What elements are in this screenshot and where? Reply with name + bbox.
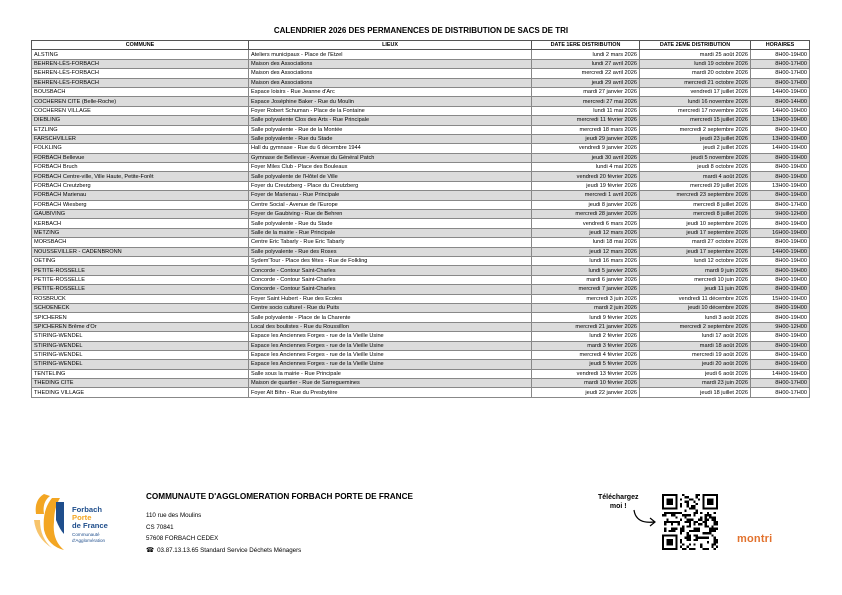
cell-date1: vendredi 13 février 2026: [532, 369, 640, 378]
table-row: [32, 210, 810, 219]
cell-commune: BEHREN-LÈS-FORBACH: [32, 69, 249, 78]
cell-commune: BOUSBACH: [32, 87, 249, 96]
cell-horaires: 14H00-19H00: [751, 144, 810, 153]
cell-commune: GAUBIVING: [32, 210, 249, 219]
cell-horaires: 9H00-12H00: [751, 322, 810, 331]
cell-horaires: 8H00-19H00: [751, 50, 810, 59]
cell-commune: FORBACH Bruch: [32, 163, 249, 172]
cell-commune: THEDING CITE: [32, 379, 249, 388]
cell-date2: jeudi 10 décembre 2026: [640, 303, 751, 312]
cell-date1: mardi 27 janvier 2026: [532, 87, 640, 96]
logo-text-agglomeration: d'Agglomération: [72, 538, 106, 543]
cell-lieu: Foyer de Gaubiving - Rue de Behren: [249, 210, 532, 219]
cell-date1: jeudi 12 mars 2026: [532, 247, 640, 256]
cell-lieu: Sydem'Tour - Place des fêtes - Rue de Folkling: [249, 256, 532, 265]
organization-name: COMMUNAUTE D'AGGLOMERATION FORBACH PORTE DE FRANCE: [146, 492, 413, 501]
cell-date1: mercredi 1 avril 2026: [532, 191, 640, 200]
cell-date1: vendredi 9 janvier 2026: [532, 144, 640, 153]
cell-date2: vendredi 11 décembre 2026: [640, 294, 751, 303]
table-row: [32, 303, 810, 312]
cell-date2: jeudi 5 novembre 2026: [640, 153, 751, 162]
cell-date2: mercredi 8 juillet 2026: [640, 210, 751, 219]
cell-lieu: Salle polyvalente - Rue du Stade: [249, 134, 532, 143]
cell-lieu: Espace les Anciennes Forges - rue de la Vieille Usine: [249, 341, 532, 350]
cell-date2: jeudi 6 août 2026: [640, 369, 751, 378]
cell-date2: mercredi 29 juillet 2026: [640, 181, 751, 190]
table-row: [32, 256, 810, 265]
table-row: [32, 200, 810, 209]
cell-date2: jeudi 23 juillet 2026: [640, 134, 751, 143]
table-row: [32, 322, 810, 331]
cell-date1: lundi 4 mai 2026: [532, 163, 640, 172]
cell-date1: jeudi 22 janvier 2026: [532, 388, 640, 397]
table-row: [32, 87, 810, 96]
cell-date2: mardi 20 octobre 2026: [640, 69, 751, 78]
montri-logo[interactable]: [737, 533, 772, 545]
cell-date2: mardi 18 août 2026: [640, 341, 751, 350]
table-row: [32, 285, 810, 294]
cell-commune: PETITE-ROSSELLE: [32, 275, 249, 284]
cell-horaires: 13H00-19H00: [751, 181, 810, 190]
cell-commune: TENTELING: [32, 369, 249, 378]
table-row: [32, 275, 810, 284]
cell-horaires: 8H00-17H00: [751, 200, 810, 209]
qr-code-icon[interactable]: [662, 494, 718, 550]
download-text-1: Téléchargez: [598, 494, 639, 501]
cell-lieu: Salle polyvalente - Rue de la Montée: [249, 125, 532, 134]
cell-date2: mercredi 2 septembre 2026: [640, 322, 751, 331]
table-row: [32, 172, 810, 181]
cell-lieu: Foyer Miles Club - Place des Bouleaux: [249, 163, 532, 172]
cell-horaires: 16H00-19H00: [751, 228, 810, 237]
page-title: CALENDRIER 2026 DES PERMANENCES DE DISTRIBUTION DE SACS DE TRI: [273, 26, 569, 35]
cell-lieu: Foyer du Creutzberg - Place du Creutzberg: [249, 181, 532, 190]
cell-lieu: Salle sous la mairie - Rue Principale: [249, 369, 532, 378]
cell-date2: lundi 17 août 2026: [640, 332, 751, 341]
cell-lieu: Maison des Associations: [249, 78, 532, 87]
cell-date2: jeudi 18 juillet 2026: [640, 388, 751, 397]
cell-lieu: Foyer Robert Schuman - Place de la Fontaine: [249, 106, 532, 115]
cell-date2: mercredi 19 août 2026: [640, 350, 751, 359]
cell-horaires: 8H00-19H00: [751, 125, 810, 134]
cell-date2: mardi 27 octobre 2026: [640, 238, 751, 247]
cell-date1: lundi 11 mai 2026: [532, 106, 640, 115]
cell-date1: lundi 27 avril 2026: [532, 59, 640, 68]
cell-horaires: 8H00-19H00: [751, 275, 810, 284]
cell-commune: PETITE-ROSSELLE: [32, 266, 249, 275]
cell-horaires: 8H00-19H00: [751, 360, 810, 369]
cell-date1: mercredi 3 juin 2026: [532, 294, 640, 303]
cell-horaires: 8H00-19H00: [751, 153, 810, 162]
cell-horaires: 8H00-17H00: [751, 69, 810, 78]
forbach-porte-de-france-logo: [30, 490, 130, 552]
cell-commune: MORSBACH: [32, 238, 249, 247]
table-row: [32, 228, 810, 237]
cell-date1: lundi 5 janvier 2026: [532, 266, 640, 275]
cell-lieu: Centre Social - Avenue de l'Europe: [249, 200, 532, 209]
cell-horaires: 8H00-19H00: [751, 163, 810, 172]
cell-date2: lundi 16 novembre 2026: [640, 97, 751, 106]
cell-commune: STIRING-WENDEL: [32, 350, 249, 359]
cell-date1: jeudi 29 avril 2026: [532, 78, 640, 87]
cell-commune: FORBACH Marienau: [32, 191, 249, 200]
cell-commune: THEDING VILLAGE: [32, 388, 249, 397]
table-row: [32, 125, 810, 134]
cell-date1: mercredi 18 mars 2026: [532, 125, 640, 134]
table-row: [32, 116, 810, 125]
cell-horaires: 13H00-19H00: [751, 116, 810, 125]
cell-horaires: 8H00-14H00: [751, 97, 810, 106]
cell-horaires: 8H00-19H00: [751, 238, 810, 247]
table-row: [32, 369, 810, 378]
cell-date1: vendredi 20 février 2026: [532, 172, 640, 181]
table-row: [32, 341, 810, 350]
cell-lieu: Espace loisirs - Rue Jeanne d'Arc: [249, 87, 532, 96]
cell-lieu: Local des boulistes - Rue du Roussillon: [249, 322, 532, 331]
table-row: [32, 350, 810, 359]
cell-lieu: Concorde - Contour Saint-Charles: [249, 275, 532, 284]
cell-commune: STIRING-WENDEL: [32, 332, 249, 341]
logo-text-porte: Porte: [72, 513, 92, 522]
cell-commune: DIEBLING: [32, 116, 249, 125]
cell-date2: jeudi 8 octobre 2026: [640, 163, 751, 172]
cell-commune: STIRING-WENDEL: [32, 341, 249, 350]
footer: [0, 488, 842, 595]
cell-date1: jeudi 30 avril 2026: [532, 153, 640, 162]
address-cs: CS 70841: [146, 524, 174, 531]
cell-date1: mardi 6 janvier 2026: [532, 275, 640, 284]
cell-date2: jeudi 11 juin 2026: [640, 285, 751, 294]
cell-date2: mardi 9 juin 2026: [640, 266, 751, 275]
cell-lieu: Centre Eric Tabarly - Rue Eric Tabarly: [249, 238, 532, 247]
table-row: [32, 134, 810, 143]
cell-commune: FARSCHVILLER: [32, 134, 249, 143]
download-text-2: moi !: [609, 503, 627, 510]
cell-horaires: 14H00-19H00: [751, 247, 810, 256]
table-row: [32, 332, 810, 341]
table-row: [32, 59, 810, 68]
cell-date1: lundi 18 mai 2026: [532, 238, 640, 247]
cell-date1: mercredi 21 janvier 2026: [532, 322, 640, 331]
logo-text-de-france: de France: [72, 521, 108, 530]
montri-text: montri: [737, 533, 773, 545]
cell-commune: ETZLING: [32, 125, 249, 134]
cell-date2: mardi 4 août 2026: [640, 172, 751, 181]
cell-horaires: 8H00-17H00: [751, 78, 810, 87]
cell-date1: lundi 16 mars 2026: [532, 256, 640, 265]
cell-horaires: 15H00-19H00: [751, 294, 810, 303]
cell-lieu: Foyer Alt Bihn - Rue du Presbytère: [249, 388, 532, 397]
cell-commune: FOLKLING: [32, 144, 249, 153]
logo-text-communaute: Communauté: [72, 532, 100, 537]
cell-commune: OETING: [32, 256, 249, 265]
cell-date1: vendredi 6 mars 2026: [532, 219, 640, 228]
schedule-table: [31, 40, 810, 398]
cell-lieu: Hall du gymnase - Rue du 6 décembre 1944: [249, 144, 532, 153]
table-row: [32, 294, 810, 303]
cell-date2: jeudi 10 septembre 2026: [640, 219, 751, 228]
cell-commune: FORBACH Wiesberg: [32, 200, 249, 209]
column-header-date2: DATE 2EME DISTRIBUTION: [640, 41, 751, 50]
cell-date2: mardi 25 août 2026: [640, 50, 751, 59]
cell-commune: SCHOENECK: [32, 303, 249, 312]
address-city: 57608 FORBACH CEDEX: [146, 535, 219, 542]
cell-date2: jeudi 20 août 2026: [640, 360, 751, 369]
cell-date2: lundi 19 octobre 2026: [640, 59, 751, 68]
phone-icon: ☎: [146, 547, 155, 554]
cell-lieu: Salle polyvalente - Rue du Stade: [249, 219, 532, 228]
table-row: [32, 181, 810, 190]
cell-lieu: Salle polyvalente - Rue des Roses: [249, 247, 532, 256]
cell-commune: PETITE-ROSSELLE: [32, 285, 249, 294]
table-row: [32, 266, 810, 275]
cell-date1: jeudi 5 février 2026: [532, 360, 640, 369]
table-row: [32, 219, 810, 228]
cell-date2: mercredi 8 juillet 2026: [640, 200, 751, 209]
cell-lieu: Espace les Anciennes Forges - rue de la Vieille Usine: [249, 350, 532, 359]
logo-text-forbach: Forbach: [72, 505, 102, 514]
table-row: [32, 247, 810, 256]
cell-lieu: Salle polyvalente Clos des Arts - Rue Principale: [249, 116, 532, 125]
cell-horaires: 8H00-17H00: [751, 388, 810, 397]
cell-lieu: Concorde - Contour Saint-Charles: [249, 285, 532, 294]
table-row: [32, 78, 810, 87]
cell-commune: SPICHEREN: [32, 313, 249, 322]
cell-date2: jeudi 2 juillet 2026: [640, 144, 751, 153]
cell-date1: mercredi 11 février 2026: [532, 116, 640, 125]
cell-date2: vendredi 17 juillet 2026: [640, 87, 751, 96]
cell-date1: jeudi 8 janvier 2026: [532, 200, 640, 209]
cell-date2: mardi 23 juin 2026: [640, 379, 751, 388]
address-street: 110 rue des Moulins: [146, 512, 202, 519]
cell-horaires: 9H00-12H00: [751, 210, 810, 219]
cell-date1: lundi 9 février 2026: [532, 313, 640, 322]
cell-date2: mercredi 21 octobre 2026: [640, 78, 751, 87]
cell-lieu: Espace Joséphine Baker - Rue du Moulin: [249, 97, 532, 106]
table-row: [32, 379, 810, 388]
cell-horaires: 13H00-19H00: [751, 134, 810, 143]
cell-horaires: 8H00-17H00: [751, 379, 810, 388]
cell-commune: ROSBRUCK: [32, 294, 249, 303]
cell-horaires: 14H00-19H00: [751, 87, 810, 96]
cell-date1: jeudi 29 janvier 2026: [532, 134, 640, 143]
phone-line: [146, 546, 301, 554]
cell-horaires: 8H00-19H00: [751, 341, 810, 350]
table-row: [32, 360, 810, 369]
cell-horaires: 8H00-19H00: [751, 219, 810, 228]
cell-lieu: Maison des Associations: [249, 69, 532, 78]
column-header-date1: DATE 1ERE DISTRIBUTION: [532, 41, 640, 50]
cell-date2: lundi 12 octobre 2026: [640, 256, 751, 265]
table-row: [32, 313, 810, 322]
cell-commune: FORBACH Bellevue: [32, 153, 249, 162]
cell-lieu: Foyer de Marienau - Rue Principale: [249, 191, 532, 200]
table-row: [32, 97, 810, 106]
table-header-row: [32, 41, 810, 50]
cell-date1: mardi 2 juin 2026: [532, 303, 640, 312]
cell-date1: jeudi 12 mars 2026: [532, 228, 640, 237]
cell-horaires: 8H00-17H00: [751, 59, 810, 68]
cell-date2: jeudi 17 septembre 2026: [640, 247, 751, 256]
cell-horaires: 8H00-19H00: [751, 191, 810, 200]
cell-lieu: Maison des Associations: [249, 59, 532, 68]
table-row: [32, 238, 810, 247]
cell-commune: COCHEREN VILLAGE: [32, 106, 249, 115]
cell-date2: mercredi 17 novembre 2026: [640, 106, 751, 115]
cell-commune: COCHEREN CITE (Belle-Roche): [32, 97, 249, 106]
cell-horaires: 8H00-19H00: [751, 303, 810, 312]
cell-commune: METZING: [32, 228, 249, 237]
cell-date2: mercredi 2 septembre 2026: [640, 125, 751, 134]
cell-commune: BEHREN-LÈS-FORBACH: [32, 78, 249, 87]
cell-lieu: Espace les Anciennes Forges - rue de la Vieille Usine: [249, 360, 532, 369]
cell-date1: mercredi 4 février 2026: [532, 350, 640, 359]
cell-lieu: Foyer Saint Hubert - Rue des Ecoles: [249, 294, 532, 303]
cell-date2: lundi 3 août 2026: [640, 313, 751, 322]
table-row: [32, 50, 810, 59]
column-header-lieux: LIEUX: [249, 41, 532, 50]
cell-date1: mercredi 7 janvier 2026: [532, 285, 640, 294]
cell-commune: SPICHEREN Brême d'Or: [32, 322, 249, 331]
cell-horaires: 8H00-19H00: [751, 350, 810, 359]
cell-lieu: Gymnase de Bellevue - Avenue du Général Patch: [249, 153, 532, 162]
cell-lieu: Concorde - Contour Saint-Charles: [249, 266, 532, 275]
cell-lieu: Salle polyvalente - Place de la Charente: [249, 313, 532, 322]
cell-date1: jeudi 19 février 2026: [532, 181, 640, 190]
cell-commune: FORBACH Centre-ville, Ville Haute, Petite-Forêt: [32, 172, 249, 181]
table-row: [32, 144, 810, 153]
cell-commune: NOUSSEVILLER - CADENBRONN: [32, 247, 249, 256]
curved-arrow-icon: [630, 508, 660, 530]
cell-date1: mercredi 28 janvier 2026: [532, 210, 640, 219]
table-row: [32, 69, 810, 78]
cell-date2: mercredi 23 septembre 2026: [640, 191, 751, 200]
cell-lieu: Espace les Anciennes Forges - rue de la Vieille Usine: [249, 332, 532, 341]
cell-horaires: 8H00-19H00: [751, 313, 810, 322]
cell-horaires: 14H00-19H00: [751, 106, 810, 115]
cell-date1: mardi 10 février 2026: [532, 379, 640, 388]
cell-date1: mardi 3 février 2026: [532, 341, 640, 350]
cell-lieu: Salle polyvalente de l'Hôtel de Ville: [249, 172, 532, 181]
cell-commune: BEHREN-LÈS-FORBACH: [32, 59, 249, 68]
cell-lieu: Salle de la mairie - Rue Principale: [249, 228, 532, 237]
cell-horaires: 14H00-19H00: [751, 369, 810, 378]
cell-date1: mercredi 22 avril 2026: [532, 69, 640, 78]
table-row: [32, 153, 810, 162]
cell-horaires: 8H00-19H00: [751, 256, 810, 265]
table-row: [32, 106, 810, 115]
cell-commune: ALSTING: [32, 50, 249, 59]
cell-horaires: 8H00-19H00: [751, 285, 810, 294]
column-header-horaires: HORAIRES: [751, 41, 810, 50]
cell-commune: FORBACH Creutzberg: [32, 181, 249, 190]
cell-date1: lundi 2 février 2026: [532, 332, 640, 341]
cell-date1: lundi 2 mars 2026: [532, 50, 640, 59]
table-row: [32, 388, 810, 397]
cell-horaires: 8H00-19H00: [751, 266, 810, 275]
cell-horaires: 8H00-19H00: [751, 332, 810, 341]
cell-date2: jeudi 17 septembre 2026: [640, 228, 751, 237]
cell-date1: mercredi 27 mai 2026: [532, 97, 640, 106]
cell-horaires: 8H00-19H00: [751, 172, 810, 181]
cell-lieu: Centre socio culturel - Rue du Puits: [249, 303, 532, 312]
cell-commune: KERBACH: [32, 219, 249, 228]
cell-commune: STIRING-WENDEL: [32, 360, 249, 369]
table-row: [32, 191, 810, 200]
phone-text: 03.87.13.13.65 Standard Service Déchets Ménagers: [157, 547, 302, 554]
cell-date2: mercredi 15 juillet 2026: [640, 116, 751, 125]
column-header-commune: COMMUNE: [32, 41, 249, 50]
table-row: [32, 163, 810, 172]
cell-lieu: Ateliers municipaux - Place de l'Etzel: [249, 50, 532, 59]
cell-date2: mercredi 10 juin 2026: [640, 275, 751, 284]
cell-lieu: Maison de quartier - Rue de Sarreguemines: [249, 379, 532, 388]
table-body: [32, 50, 810, 397]
